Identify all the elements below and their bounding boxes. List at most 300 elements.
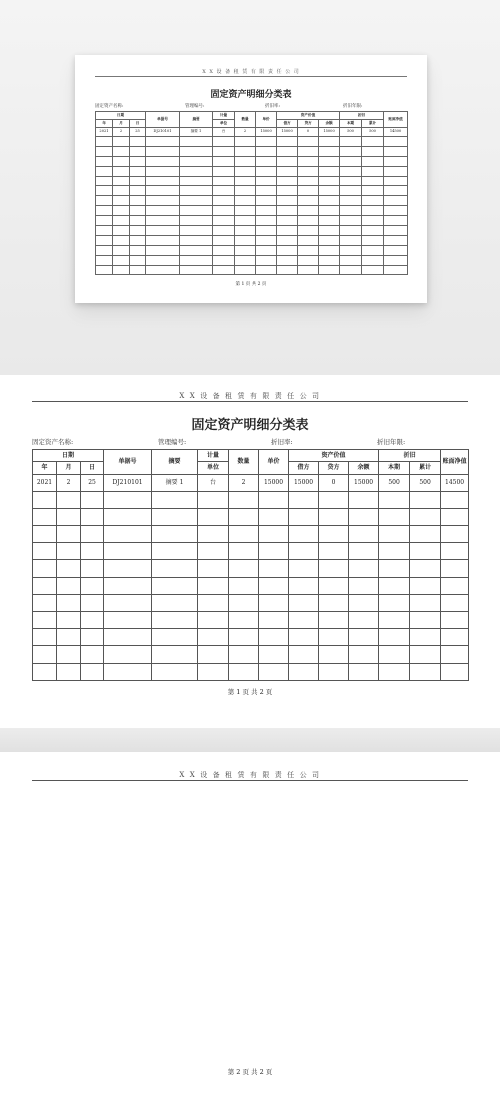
empty-cell [235, 146, 256, 156]
empty-cell [152, 594, 198, 611]
empty-cell [104, 508, 152, 525]
empty-table-row [33, 612, 469, 629]
empty-cell [319, 577, 349, 594]
empty-cell [96, 156, 113, 166]
empty-cell [362, 176, 384, 186]
empty-cell [235, 186, 256, 196]
empty-cell [256, 226, 277, 236]
empty-cell [180, 186, 213, 196]
empty-cell [319, 629, 349, 646]
empty-cell [235, 176, 256, 186]
empty-cell [349, 663, 379, 680]
preview-empty-row [96, 196, 408, 206]
empty-cell [410, 508, 441, 525]
empty-cell [319, 176, 340, 186]
empty-cell [235, 137, 256, 147]
empty-cell [229, 525, 259, 542]
empty-cell [256, 265, 277, 275]
empty-cell [96, 245, 113, 255]
preview-empty-row [96, 206, 408, 216]
empty-cell [410, 525, 441, 542]
empty-table-row [33, 663, 469, 680]
price-header: 单价 [259, 450, 289, 475]
empty-cell [33, 543, 57, 560]
credit-header: 贷方 [319, 462, 349, 475]
page1-title: 固定资产明细分类表 [191, 418, 309, 433]
preview-table [95, 111, 408, 275]
empty-cell [113, 186, 130, 196]
empty-cell [340, 196, 362, 206]
empty-cell [410, 629, 441, 646]
balance-header: 余额 [349, 462, 379, 475]
empty-cell [362, 186, 384, 196]
empty-cell [198, 594, 229, 611]
empty-cell [410, 491, 441, 508]
empty-cell [235, 206, 256, 216]
empty-cell [81, 491, 104, 508]
empty-cell [277, 176, 298, 186]
empty-cell [96, 137, 113, 147]
empty-cell [229, 543, 259, 560]
empty-cell [298, 176, 319, 186]
empty-cell [235, 166, 256, 176]
qty-header: 数量 [229, 450, 259, 475]
page1-header-rule [32, 401, 468, 402]
cell-qty: 2 [229, 475, 259, 491]
empty-cell [349, 577, 379, 594]
empty-cell [213, 235, 235, 245]
empty-cell [113, 137, 130, 147]
empty-cell [379, 594, 410, 611]
empty-cell [340, 235, 362, 245]
empty-cell [235, 216, 256, 226]
empty-cell [259, 525, 289, 542]
empty-cell [256, 216, 277, 226]
empty-cell [340, 226, 362, 236]
empty-cell [441, 577, 469, 594]
empty-cell [57, 629, 81, 646]
empty-cell [198, 508, 229, 525]
empty-table-row [33, 525, 469, 542]
empty-cell [259, 629, 289, 646]
mgmt-no-label: 管理编号: [158, 438, 187, 446]
empty-cell [130, 146, 146, 156]
empty-cell [96, 196, 113, 206]
empty-cell [198, 560, 229, 577]
empty-cell [362, 137, 384, 147]
preview-depr-rate-label: 折旧率: [265, 104, 281, 109]
empty-cell [379, 508, 410, 525]
preview-empty-row [96, 235, 408, 245]
empty-cell [213, 265, 235, 275]
empty-cell [146, 176, 180, 186]
empty-cell [256, 146, 277, 156]
preview-company-name: X X 设 备 租 赁 有 限 责 任 公 司 [202, 69, 300, 75]
empty-cell [319, 235, 340, 245]
empty-cell [130, 255, 146, 265]
empty-cell [441, 543, 469, 560]
empty-cell [152, 491, 198, 508]
empty-cell [229, 663, 259, 680]
empty-cell [384, 156, 408, 166]
empty-cell [256, 166, 277, 176]
empty-cell [340, 166, 362, 176]
empty-cell [384, 235, 408, 245]
empty-cell [384, 216, 408, 226]
empty-cell [340, 186, 362, 196]
empty-cell [113, 156, 130, 166]
preview-empty-row [96, 216, 408, 226]
empty-cell [362, 265, 384, 275]
empty-cell [384, 265, 408, 275]
empty-cell [198, 525, 229, 542]
cell-year: 2021 [33, 475, 57, 491]
empty-cell [298, 245, 319, 255]
table-header-row [33, 450, 469, 462]
empty-cell [104, 612, 152, 629]
empty-cell [410, 560, 441, 577]
empty-cell [104, 560, 152, 577]
empty-cell [213, 166, 235, 176]
empty-cell [113, 146, 130, 156]
empty-cell [130, 235, 146, 245]
empty-cell [362, 235, 384, 245]
empty-cell [113, 216, 130, 226]
empty-cell [379, 525, 410, 542]
preview-asset-name-label: 固定资产名称: [95, 104, 124, 109]
empty-cell [57, 594, 81, 611]
empty-cell [384, 166, 408, 176]
net-value-header: 账面净值 [441, 450, 469, 475]
empty-cell [213, 255, 235, 265]
page1-footer: 第 1 页 共 2 页 [227, 688, 273, 696]
empty-table-row [33, 560, 469, 577]
empty-cell [81, 577, 104, 594]
empty-cell [113, 226, 130, 236]
empty-cell [259, 543, 289, 560]
empty-cell [57, 543, 81, 560]
empty-cell [340, 245, 362, 255]
empty-cell [130, 156, 146, 166]
empty-cell [104, 543, 152, 560]
empty-cell [277, 265, 298, 275]
empty-cell [180, 206, 213, 216]
empty-cell [113, 265, 130, 275]
empty-cell [152, 525, 198, 542]
empty-cell [319, 491, 349, 508]
cell-current-depr: 500 [379, 475, 410, 491]
empty-cell [113, 235, 130, 245]
empty-cell [256, 137, 277, 147]
empty-cell [180, 166, 213, 176]
empty-cell [349, 543, 379, 560]
cell-summary: 摘要 1 [152, 475, 198, 491]
empty-cell [229, 612, 259, 629]
empty-cell [104, 629, 152, 646]
empty-cell [277, 166, 298, 176]
empty-cell [146, 255, 180, 265]
depreciation-header: 折旧 [379, 450, 441, 462]
empty-cell [180, 156, 213, 166]
cell-credit: 0 [319, 475, 349, 491]
empty-cell [229, 646, 259, 663]
empty-cell [180, 176, 213, 186]
empty-cell [349, 594, 379, 611]
empty-cell [349, 612, 379, 629]
empty-cell [259, 577, 289, 594]
day-header: 日 [81, 462, 104, 475]
empty-cell [277, 235, 298, 245]
cell-debit: 15000 [289, 475, 319, 491]
empty-cell [96, 265, 113, 275]
empty-cell [104, 594, 152, 611]
empty-cell [235, 156, 256, 166]
empty-cell [319, 612, 349, 629]
empty-cell [113, 176, 130, 186]
empty-cell [256, 156, 277, 166]
empty-cell [256, 186, 277, 196]
preview-empty-row [96, 166, 408, 176]
empty-table-row [33, 594, 469, 611]
preview-empty-row [96, 245, 408, 255]
empty-cell [130, 137, 146, 147]
empty-cell [441, 525, 469, 542]
empty-cell [319, 186, 340, 196]
empty-cell [33, 577, 57, 594]
empty-cell [289, 646, 319, 663]
empty-cell [259, 663, 289, 680]
empty-cell [277, 255, 298, 265]
depr-rate-label: 折旧率: [271, 438, 293, 446]
empty-cell [180, 265, 213, 275]
empty-cell [349, 646, 379, 663]
empty-cell [289, 543, 319, 560]
empty-cell [213, 156, 235, 166]
empty-cell [81, 629, 104, 646]
empty-cell [130, 196, 146, 206]
empty-cell [319, 206, 340, 216]
cell-unit: 台 [198, 475, 229, 491]
empty-cell [213, 176, 235, 186]
empty-cell [319, 663, 349, 680]
empty-cell [235, 245, 256, 255]
cell-net-value: 14500 [441, 475, 469, 491]
empty-cell [180, 216, 213, 226]
empty-cell [198, 577, 229, 594]
empty-cell [57, 508, 81, 525]
empty-cell [259, 646, 289, 663]
empty-cell [289, 491, 319, 508]
preview-empty-row [96, 186, 408, 196]
empty-cell [256, 206, 277, 216]
empty-cell [180, 196, 213, 206]
empty-cell [362, 196, 384, 206]
empty-cell [180, 146, 213, 156]
empty-cell [180, 137, 213, 147]
empty-cell [130, 166, 146, 176]
empty-table-row [33, 629, 469, 646]
empty-cell [180, 226, 213, 236]
empty-cell [319, 255, 340, 265]
empty-cell [198, 663, 229, 680]
empty-cell [235, 196, 256, 206]
empty-cell [379, 577, 410, 594]
preview-page-footer: 第 1 页 共 2 页 [235, 282, 267, 287]
empty-cell [235, 235, 256, 245]
empty-cell [379, 612, 410, 629]
empty-table-row [33, 508, 469, 525]
empty-cell [319, 508, 349, 525]
empty-cell [362, 226, 384, 236]
cell-month: 2 [57, 475, 81, 491]
empty-cell [104, 646, 152, 663]
empty-cell [319, 525, 349, 542]
preview-empty-row [96, 176, 408, 186]
empty-cell [441, 508, 469, 525]
empty-cell [104, 577, 152, 594]
empty-cell [379, 646, 410, 663]
empty-cell [340, 137, 362, 147]
empty-cell [349, 629, 379, 646]
empty-cell [57, 663, 81, 680]
empty-cell [104, 663, 152, 680]
empty-cell [298, 255, 319, 265]
month-header: 月 [57, 462, 81, 475]
empty-cell [152, 577, 198, 594]
cell-accum-depr: 500 [410, 475, 441, 491]
empty-cell [319, 646, 349, 663]
empty-cell [81, 594, 104, 611]
empty-cell [256, 255, 277, 265]
preview-empty-row [96, 146, 408, 156]
empty-cell [319, 265, 340, 275]
empty-cell [379, 543, 410, 560]
empty-cell [113, 206, 130, 216]
asset-ledger-table [32, 449, 469, 681]
empty-cell [319, 560, 349, 577]
empty-table-row [33, 646, 469, 663]
empty-cell [33, 663, 57, 680]
empty-cell [57, 525, 81, 542]
empty-cell [213, 146, 235, 156]
empty-cell [384, 255, 408, 265]
empty-cell [152, 629, 198, 646]
asset-ledger-body [33, 450, 469, 681]
empty-cell [33, 646, 57, 663]
empty-cell [33, 594, 57, 611]
empty-cell [259, 508, 289, 525]
empty-cell [33, 525, 57, 542]
empty-cell [229, 594, 259, 611]
empty-cell [362, 166, 384, 176]
empty-cell [235, 226, 256, 236]
empty-cell [180, 235, 213, 245]
preview-depr-years-label: 折旧年限: [343, 104, 363, 109]
empty-cell [57, 612, 81, 629]
empty-table-row [33, 543, 469, 560]
empty-cell [96, 255, 113, 265]
empty-cell [362, 156, 384, 166]
empty-cell [235, 255, 256, 265]
page2-company-name: X X 设 备 租 赁 有 限 责 任 公 司 [179, 771, 321, 779]
empty-cell [113, 255, 130, 265]
empty-cell [379, 629, 410, 646]
empty-cell [410, 663, 441, 680]
empty-cell [81, 508, 104, 525]
empty-cell [349, 491, 379, 508]
empty-cell [277, 206, 298, 216]
empty-cell [213, 186, 235, 196]
accum-depr-header: 累计 [410, 462, 441, 475]
empty-cell [33, 491, 57, 508]
empty-cell [96, 206, 113, 216]
empty-cell [146, 156, 180, 166]
empty-cell [441, 629, 469, 646]
empty-cell [277, 216, 298, 226]
empty-cell [259, 491, 289, 508]
empty-cell [362, 245, 384, 255]
empty-cell [277, 146, 298, 156]
empty-cell [104, 491, 152, 508]
empty-cell [81, 525, 104, 542]
empty-cell [319, 226, 340, 236]
empty-cell [229, 629, 259, 646]
empty-cell [213, 216, 235, 226]
empty-cell [340, 176, 362, 186]
empty-cell [384, 176, 408, 186]
empty-cell [259, 594, 289, 611]
empty-cell [319, 196, 340, 206]
empty-cell [130, 226, 146, 236]
debit-header: 借方 [289, 462, 319, 475]
empty-cell [152, 663, 198, 680]
empty-cell [198, 491, 229, 508]
empty-cell [277, 186, 298, 196]
preview-empty-row [96, 255, 408, 265]
preview-empty-row [96, 265, 408, 275]
empty-cell [57, 491, 81, 508]
empty-cell [152, 560, 198, 577]
empty-cell [384, 137, 408, 147]
cell-doc-no: DJ210101 [104, 475, 152, 491]
empty-cell [319, 137, 340, 147]
empty-cell [277, 196, 298, 206]
empty-cell [259, 560, 289, 577]
page1-company-name: X X 设 备 租 赁 有 限 责 任 公 司 [179, 392, 321, 400]
date-header: 日期 [33, 450, 104, 462]
empty-cell [379, 560, 410, 577]
empty-table-row [33, 577, 469, 594]
empty-cell [349, 525, 379, 542]
empty-cell [340, 206, 362, 216]
empty-cell [298, 216, 319, 226]
cell-balance: 15000 [349, 475, 379, 491]
empty-cell [198, 543, 229, 560]
empty-cell [298, 137, 319, 147]
empty-cell [298, 265, 319, 275]
empty-cell [441, 560, 469, 577]
empty-cell [180, 255, 213, 265]
preview-empty-row [96, 156, 408, 166]
empty-cell [146, 206, 180, 216]
empty-cell [362, 216, 384, 226]
empty-cell [259, 612, 289, 629]
empty-cell [146, 226, 180, 236]
empty-cell [33, 560, 57, 577]
empty-cell [113, 245, 130, 255]
empty-cell [152, 508, 198, 525]
empty-cell [289, 508, 319, 525]
